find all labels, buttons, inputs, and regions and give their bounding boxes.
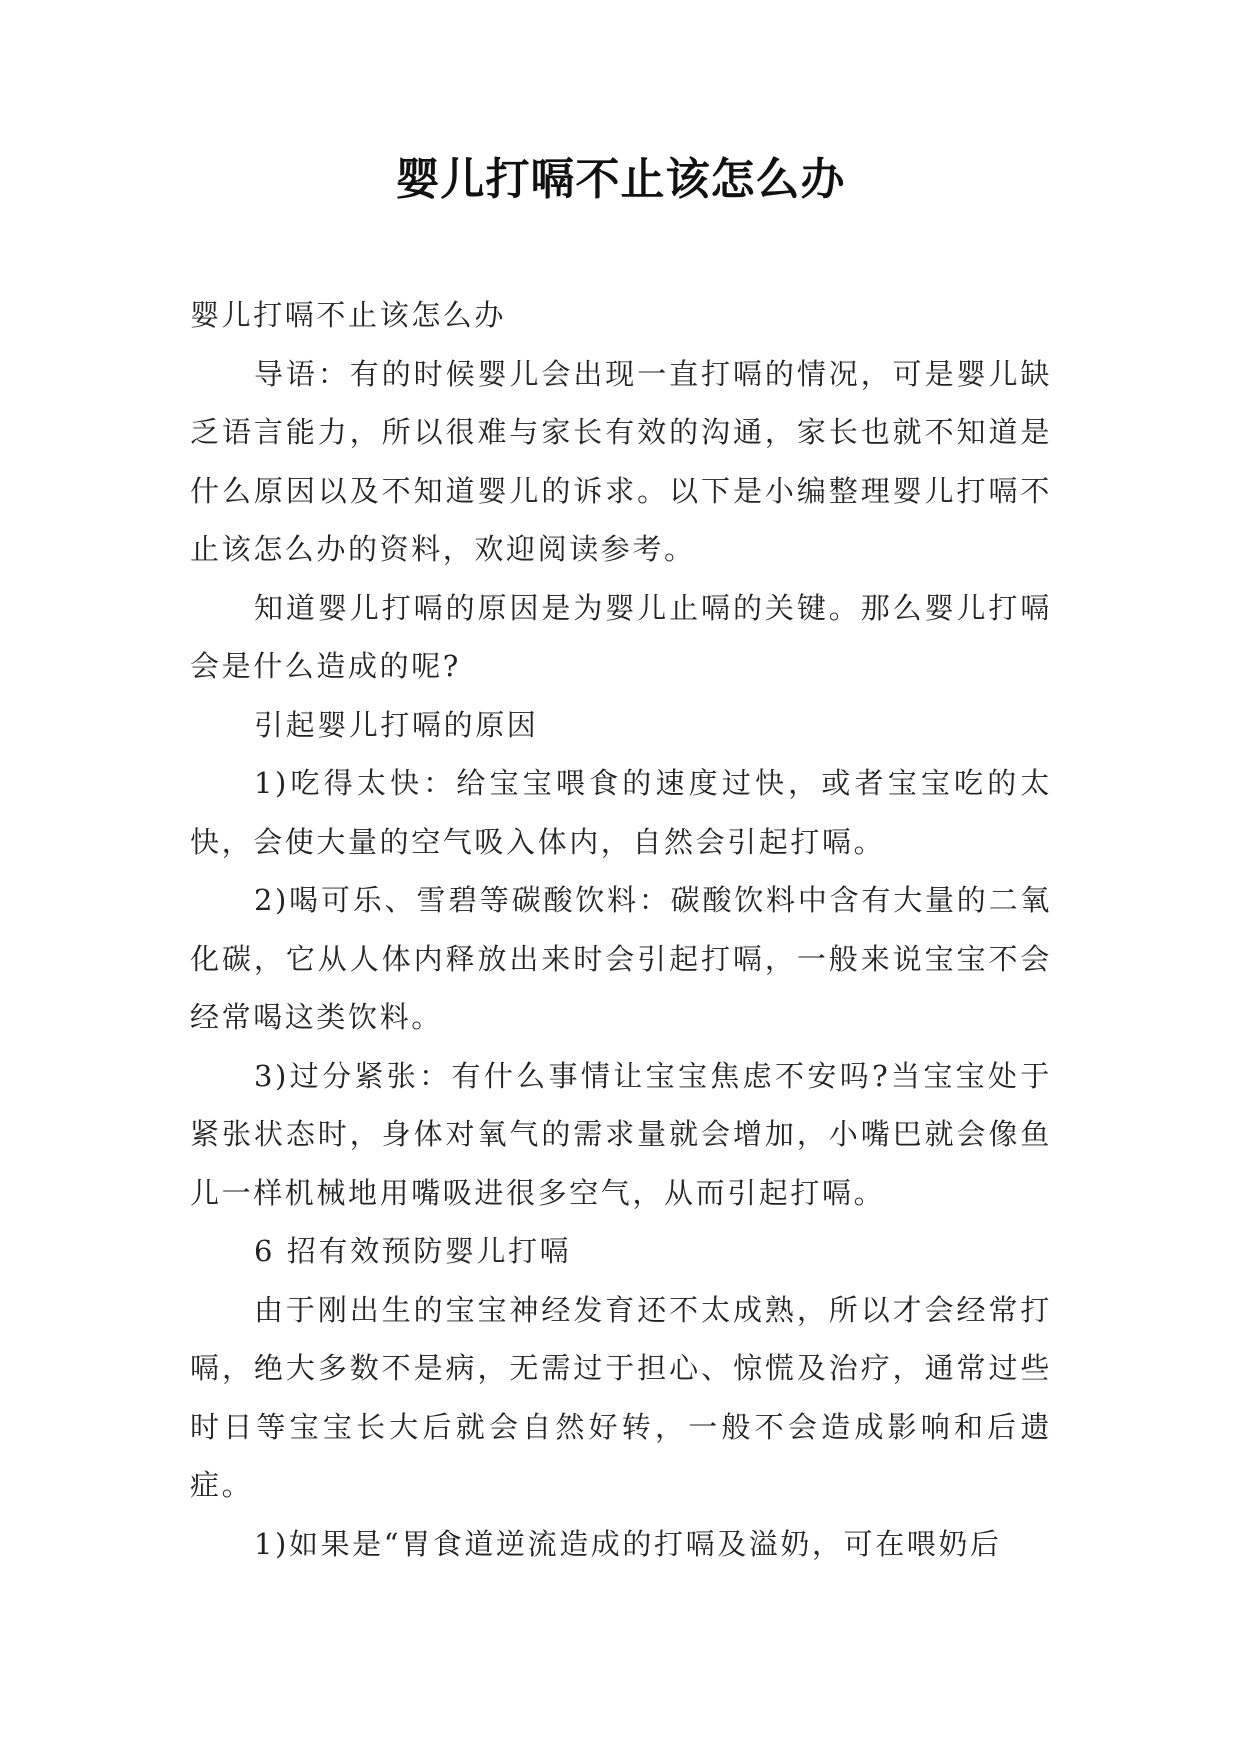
document-body (190, 286, 1052, 1573)
section-heading: 6 招有效预防婴儿打嗝 (254, 1234, 572, 1268)
paragraph-subtitle: 婴儿打嗝不止该怎么办 (190, 298, 507, 332)
list-item: 3)过分紧张：有什么事情让宝宝焦虑不安吗?当宝宝处于紧张状态时，身体对氧气的需求量就会增加，小嘴巴就会像鱼儿一样机械地用嘴吸进很多空气，从而引起打嗝。 (190, 1058, 1052, 1210)
paragraph: 由于刚出生的宝宝神经发育还不太成熟，所以才会经常打嗝，绝大多数不是病，无需过于担心、惊慌及治疗，通常过些时日等宝宝长大后就会自然好转，一般不会造成影响和后遗症。 (190, 1292, 1052, 1502)
paragraph: 知道婴儿打嗝的原因是为婴儿止嗝的关键。那么婴儿打嗝会是什么造成的呢? (190, 590, 1052, 683)
document-title: 婴儿打嗝不止该怎么办 (395, 154, 846, 205)
list-item: 1)如果是“胃食道逆流造成的打嗝及溢奶，可在喂奶后 (254, 1526, 1002, 1561)
list-item: 1)吃得太快：给宝宝喂食的速度过快，或者宝宝吃的太快，会使大量的空气吸入体内，自然会引起打嗝。 (190, 766, 1052, 859)
paragraph-intro: 导语：有的时候婴儿会出现一直打嗝的情况，可是婴儿缺乏语言能力，所以很难与家长有效的沟通，家长也就不知道是什么原因以及不知道婴儿的诉求。以下是小编整理婴儿打嗝不止该怎么办的资料，欢迎阅读参考。 (190, 356, 1052, 566)
list-item: 2)喝可乐、雪碧等碳酸饮料：碳酸饮料中含有大量的二氧化碳，它从人体内释放出来时会引起打嗝，一般来说宝宝不会经常喝这类饮料。 (190, 883, 1052, 1034)
section-heading: 引起婴儿打嗝的原因 (254, 707, 539, 742)
